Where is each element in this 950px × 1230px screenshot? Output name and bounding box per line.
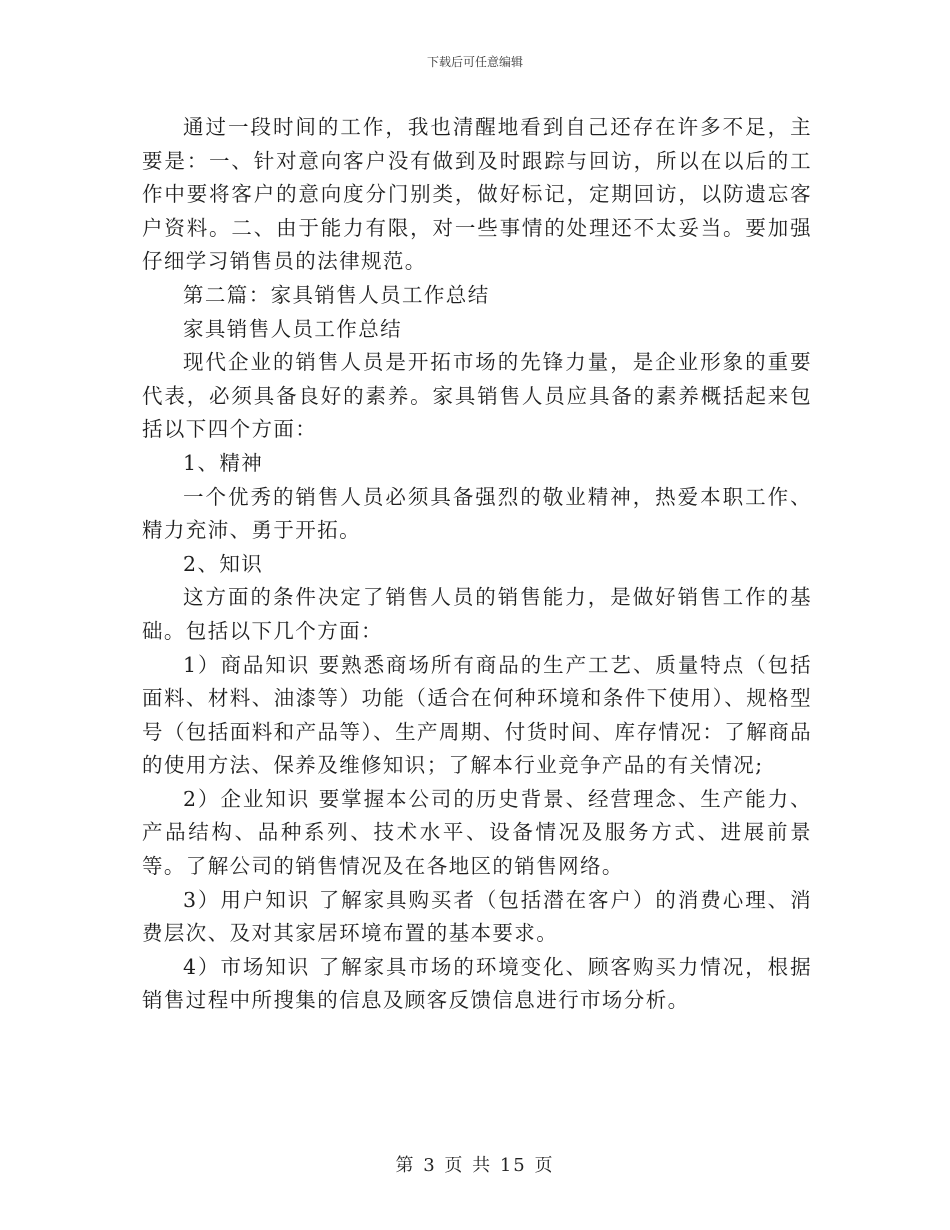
list-item-market-knowledge: 4）市场知识 了解家具市场的环境变化、顾客购买力情况，根据销售过程中所搜集的信息及顾客反馈信息进行市场分析。 bbox=[142, 954, 812, 1013]
paragraph-spirit: 一个优秀的销售人员必须具备强烈的敬业精神，热爱本职工作、精力充沛、勇于开拓。 bbox=[142, 484, 812, 543]
page-header: 下载后可任意编辑 bbox=[426, 55, 523, 69]
section-heading-part-two: 第二篇：家具销售人员工作总结 bbox=[183, 282, 490, 307]
page-number: 第 3 页 共 15 页 bbox=[395, 1155, 555, 1176]
subheading-spirit: 1、精神 bbox=[183, 450, 264, 475]
list-item-product-knowledge: 1）商品知识 要熟悉商场所有商品的生产工艺、质量特点（包括面料、材料、油漆等）功能（适合在何种环境和条件下使用）、规格型号（包括面料和产品等）、生产周期、付货时间、库存情况：了解商品的使用方法、保养及维修知识；了解本行业竞争产品的有关情况; bbox=[142, 652, 812, 778]
list-item-customer-knowledge: 3）用户知识 了解家具购买者（包括潜在客户）的消费心理、消费层次、及对其家居环境布置的基本要求。 bbox=[142, 887, 812, 946]
document-body bbox=[142, 111, 812, 1018]
document-title: 家具销售人员工作总结 bbox=[183, 316, 402, 341]
paragraph-knowledge: 这方面的条件决定了销售人员的销售能力，是做好销售工作的基础。包括以下几个方面： bbox=[142, 585, 812, 643]
paragraph-intro: 现代企业的销售人员是开拓市场的先锋力量，是企业形象的重要代表，必须具备良好的素养。家具销售人员应具备的素养概括起来包括以下四个方面： bbox=[142, 350, 812, 442]
paragraph-shortcomings: 通过一段时间的工作，我也清醒地看到自己还存在许多不足，主要是：一、针对意向客户没有做到及时跟踪与回访，所以在以后的工作中要将客户的意向度分门别类，做好标记，定期回访，以防遗忘客户资料。二、由于能力有限，对一些事情的处理还不太妥当。要加强仔细学习销售员的法律规范。 bbox=[142, 115, 812, 274]
subheading-knowledge: 2、知识 bbox=[183, 551, 264, 576]
list-item-company-knowledge: 2）企业知识 要掌握本公司的历史背景、经营理念、生产能力、产品结构、品种系列、技术水平、设备情况及服务方式、进展前景等。了解公司的销售情况及在各地区的销售网络。 bbox=[142, 786, 812, 879]
